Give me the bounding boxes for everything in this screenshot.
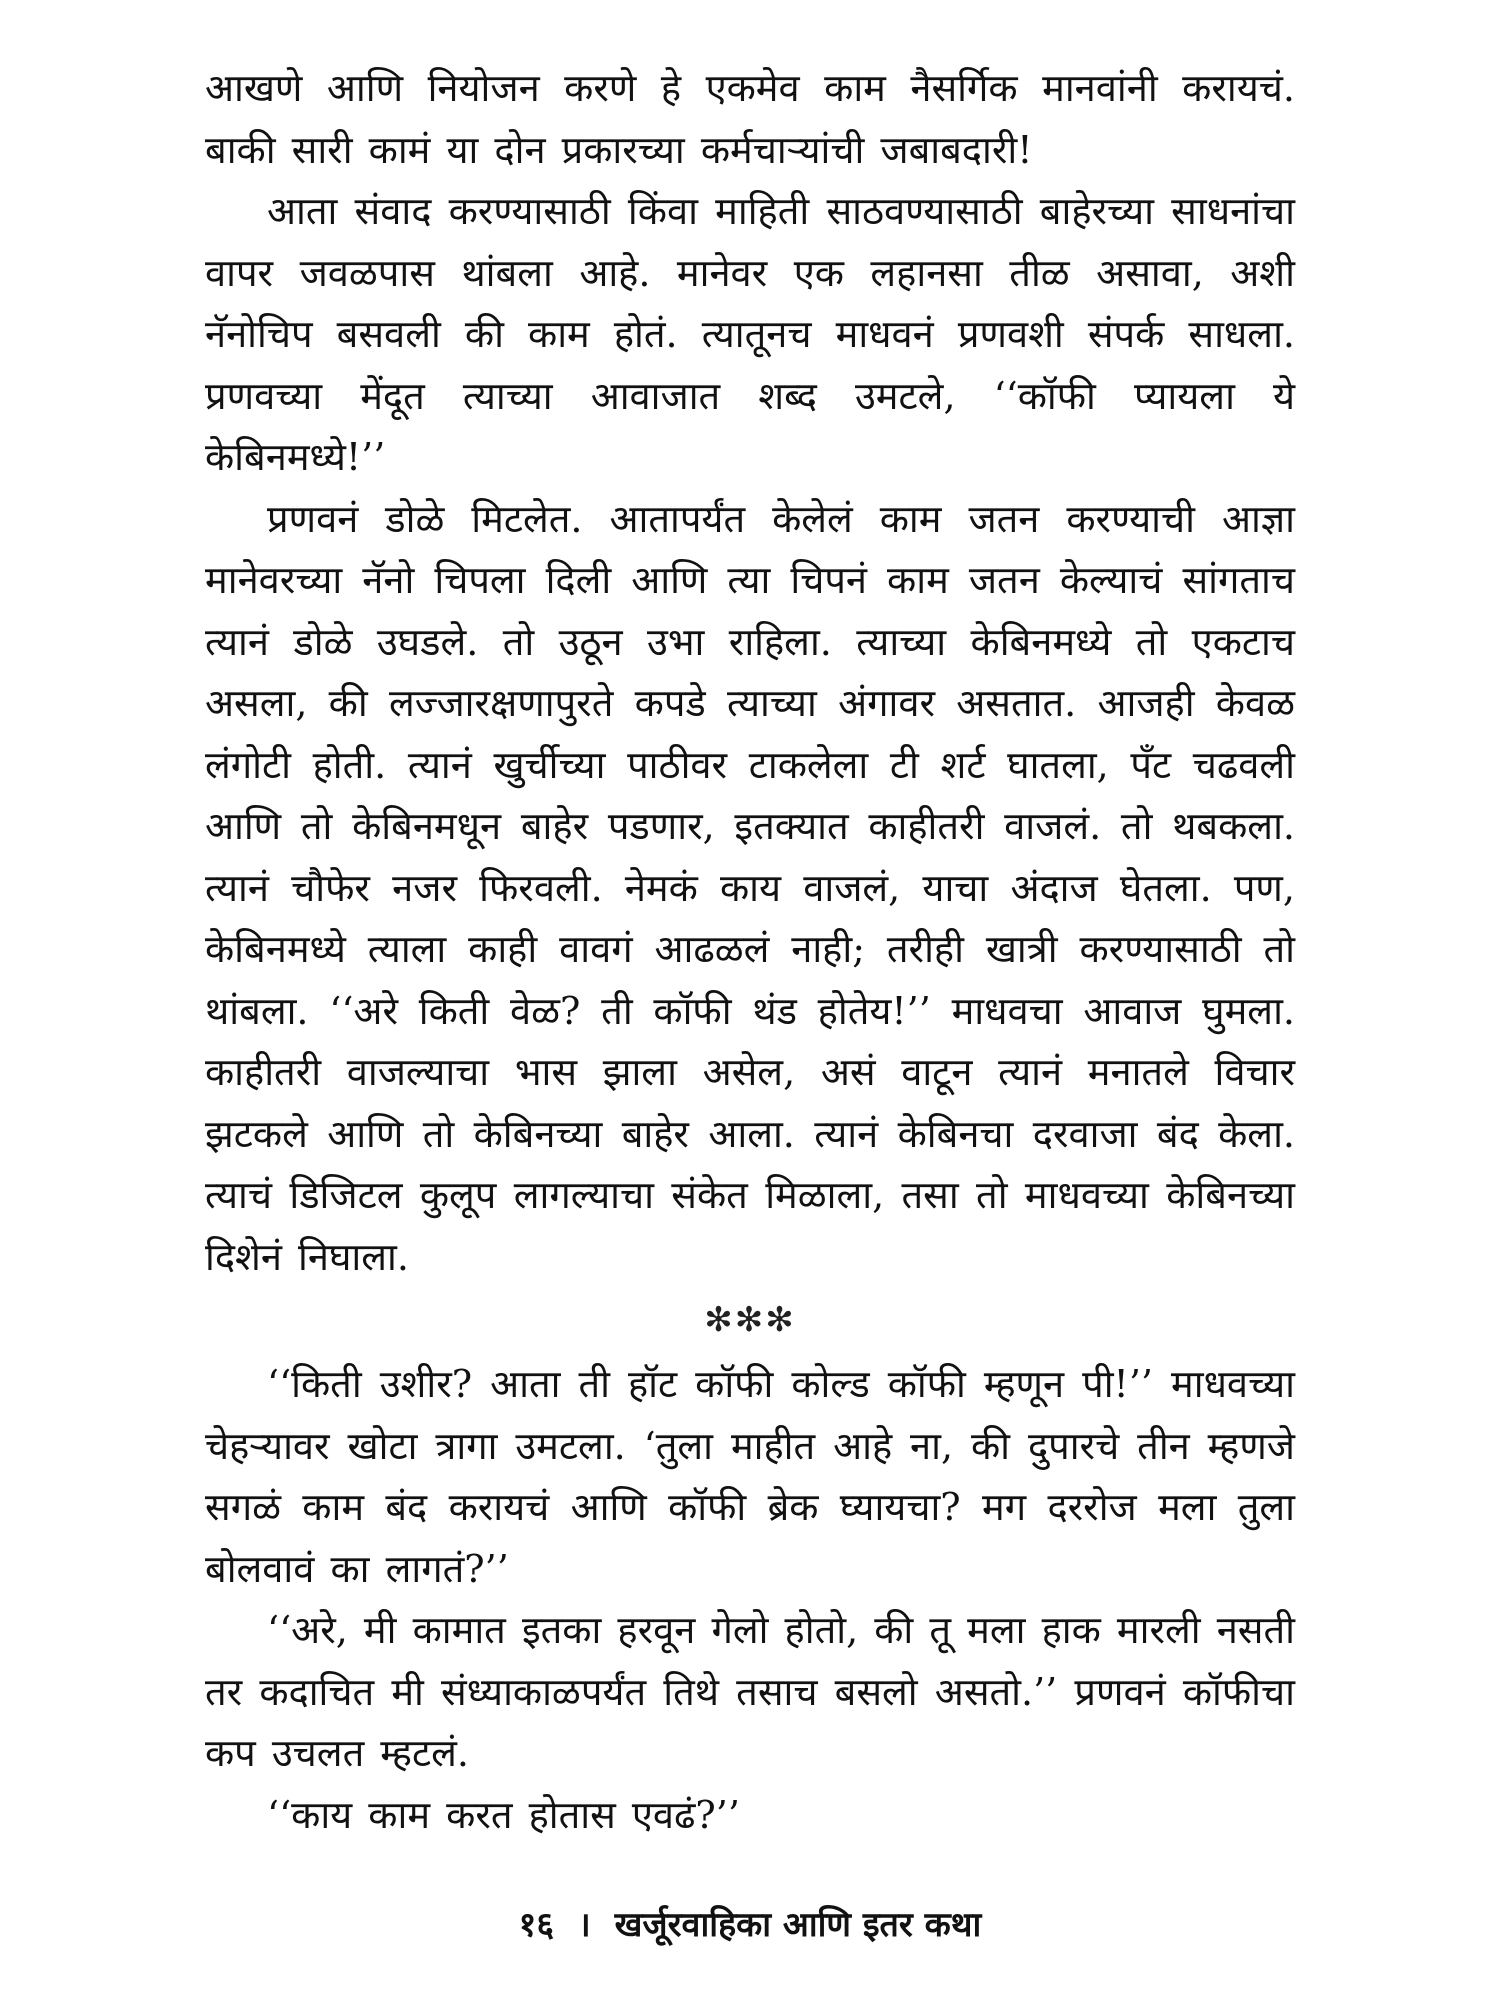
section-separator: ✻✻✻ [704,1300,796,1340]
paragraph-3: प्रणवनं डोळे मिटलेत. आतापर्यंत केलेलं काम जतन करण्याची आज्ञा मानेवरच्या नॅनो चिपला दिली आणि त्या चिपनं काम जतन केल्याचं सांगताच त्यानं डोळे उघडले. तो उठून उभा राहिला. त्याच्या केबिनमध्ये तो एकटाच असला, की लज्जारक्षणापुरते कपडे त्याच्या अंगावर असतात. आजही केवळ लंगोटी होती. त्यानं खुर्चीच्या पाठीवर टाकलेला टी शर्ट घातला, पँट चढवली आणि तो केबिनमधून बाहेर पडणार, इतक्यात काहीतरी वाजलं. तो थबकला. त्यानं चौफेर नजर फिरवली. नेमकं काय वाजलं, याचा अंदाज घेतला. पण, केबिनमध्ये त्याला काही वावगं आढळलं नाही; तरीही खात्री करण्यासाठी तो थांबला. ‘‘अरे किती वेळ? ती कॉफी थंड होतेय!’’ माधवचा आवाज घुमला. काहीतरी वाजल्याचा भास झाला असेल, असं वाटून त्यानं मनातले विचार झटकले आणि तो केबिनच्या बाहेर आला. त्यानं केबिनचा दरवाजा बंद केला. त्याचं डिजिटल कुलूप लागल्याचा संकेत मिळाला, तसा तो माधवच्या केबिनच्या दिशेनं निघाला. [205,496,1295,1279]
paragraph-5: ‘‘अरे, मी कामात इतका हरवून गेलो होतो, की तू मला हाक मारली नसती तर कदाचित मी संध्याकाळपर्यंत तिथे तसाच बसलो असतो.’’ प्रणवनं कॉफीचा कप उचलत म्हटलं. [205,1608,1295,1775]
book-title: खर्जूरवाहिका आणि इतर कथा [614,1905,982,1945]
paragraph-4: ‘‘किती उशीर? आता ती हॉट कॉफी कोल्ड कॉफी म्हणून पी!’’ माधवच्या चेहऱ्यावर खोटा त्रागा उमटला. ‘तुला माहीत आहे ना, की दुपारचे तीन म्हणजे सगळं काम बंद करायचं आणि कॉफी ब्रेक घ्यायचा? मग दररोज मला तुला बोलवावं का लागतं?’’ [205,1362,1295,1591]
footer-divider: । [577,1905,591,1945]
paragraph-2: आता संवाद करण्यासाठी किंवा माहिती साठवण्यासाठी बाहेरच्या साधनांचा वापर जवळपास थांबला आहे. मानेवर एक लहानसा तीळ असावा, अशी नॅनोचिप बसवली की काम होतं. त्यातूनच माधवनं प्रणवशी संपर्क साधला. प्रणवच्या मेंदूत त्याच्या आवाजात शब्द उमटले, ‘‘कॉफी प्यायला ये केबिनमध्ये!’’ [205,189,1295,479]
page-number: १६ [518,1905,555,1945]
paragraph-1: आखणे आणि नियोजन करणे हे एकमेव काम नैसर्गिक मानवांनी करायचं. बाकी सारी कामं या दोन प्रकारच्या कर्मचाऱ्यांची जबाबदारी! [205,66,1295,172]
page-footer [0,1900,1500,1946]
page-body [205,58,1295,1938]
paragraph-6: ‘‘काय काम करत होतास एवढं?’’ [267,1792,740,1837]
